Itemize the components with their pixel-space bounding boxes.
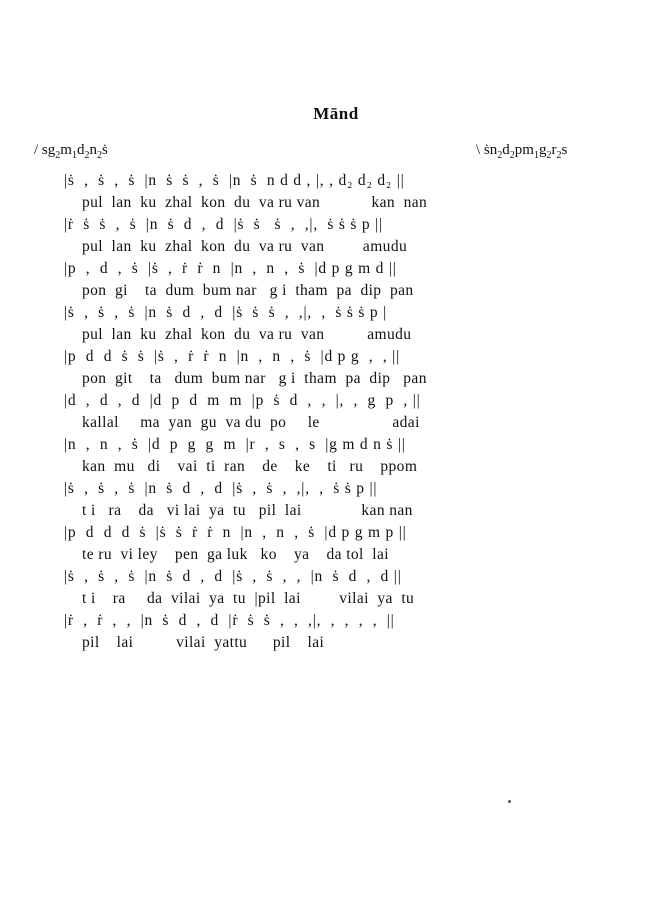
lyric-line: pon git ta dum bum nar g i tham pa dip pan	[82, 370, 427, 387]
scale-note-variant: 2	[497, 150, 503, 161]
scale-note: n	[89, 142, 97, 158]
scale-note: d	[76, 142, 85, 158]
scale-note: ṡ	[101, 142, 108, 158]
scale-note: ṡn	[483, 142, 498, 158]
swara-line: |ṡ , ṡ , ṡ |n ṡ d , d |ṡ , ṡ , ,|, , ṡ ṡ p ||	[64, 480, 378, 497]
avarohanam-scale	[476, 142, 567, 161]
scale-note: s	[561, 142, 568, 158]
swara-line: |ṡ , ṡ , ṡ |n ṡ ṡ , ṡ |n ṡ n d d , |, , d₂ d₂ d₂ ||	[64, 172, 405, 189]
scale-note-variant: 1	[71, 150, 77, 161]
scale-note: pm	[514, 142, 534, 158]
swara-line: |n , n , ṡ |d p g g m |r , s , s |g m d n ṡ ||	[64, 436, 406, 453]
scale-note-variant: 1	[533, 150, 539, 161]
lyric-line: kallal ma yan gu va du po le adai	[82, 414, 420, 431]
scale-note: sg	[41, 142, 56, 158]
swara-line: |ṙ , ṙ , , |n ṡ d , d |ṙ ṡ ṡ , , ,|, , , , , ||	[64, 612, 395, 629]
scale-note-variant: 2	[55, 150, 61, 161]
lyric-line: t i ra da vi lai ya tu pil lai kan nan	[82, 502, 413, 519]
page-speck	[508, 800, 511, 803]
scale-note: m	[60, 142, 72, 158]
lyric-line: pul lan ku zhal kon du va ru van amudu	[82, 326, 412, 343]
lyric-line: pul lan ku zhal kon du va ru van kan nan	[82, 194, 428, 211]
swara-line: |p d d d ṡ |ṡ ṡ ṙ ṙ n |n , n , ṡ |d p g m p ||	[64, 524, 407, 541]
notation-body	[64, 170, 604, 654]
lyric-line: pul lan ku zhal kon du va ru van amudu	[82, 238, 408, 255]
swara-line: |ṡ , ṡ , ṡ |n ṡ d , d |ṡ ṡ ṡ , ,|, , ṡ ṡ ṡ p |	[64, 304, 388, 321]
scale-note-variant: 2	[96, 150, 102, 161]
arohanam-scale	[34, 142, 108, 161]
lyric-line: pil lai vilai yattu pil lai	[82, 634, 325, 651]
scale-note-variant: 2	[509, 150, 515, 161]
scale-note: d	[502, 142, 510, 158]
lyric-line: t i ra da vilai ya tu |pil lai vilai ya tu	[82, 590, 415, 607]
page-title: Mānd	[313, 104, 359, 123]
scale-note-variant: 2	[84, 150, 90, 161]
swara-line: |d , d , d |d p d m m |p ṡ d , , |, , g p , ||	[64, 392, 421, 409]
scale-note-variant: 2	[546, 150, 552, 161]
scale-direction-mark: \	[476, 142, 484, 158]
lyric-line: pon gi ta dum bum nar g i tham pa dip pan	[82, 282, 414, 299]
scale-note: g	[538, 142, 547, 158]
swara-line: |ṙ ṡ ṡ , ṡ |n ṡ d , d |ṡ ṡ ṡ , ,|, ṡ ṡ ṡ p ||	[64, 216, 383, 233]
scale-note: r	[551, 142, 557, 158]
scale-note-variant: 2	[556, 150, 562, 161]
swara-line: |p d d ṡ ṡ |ṡ , ṙ ṙ n |n , n , ṡ |d p g , , ||	[64, 348, 400, 365]
lyric-line: te ru vi ley pen ga luk ko ya da tol lai	[82, 546, 389, 563]
lyric-line: kan mu di vai ti ran de ke ti ru ppom	[82, 458, 418, 475]
swara-line: |ṡ , ṡ , ṡ |n ṡ d , d |ṡ , ṡ , , |n ṡ d , d ||	[64, 568, 402, 585]
swara-line: |p , d , ṡ |ṡ , ṙ ṙ n |n , n , ṡ |d p g m d ||	[64, 260, 397, 277]
scale-direction-mark: /	[34, 142, 42, 158]
